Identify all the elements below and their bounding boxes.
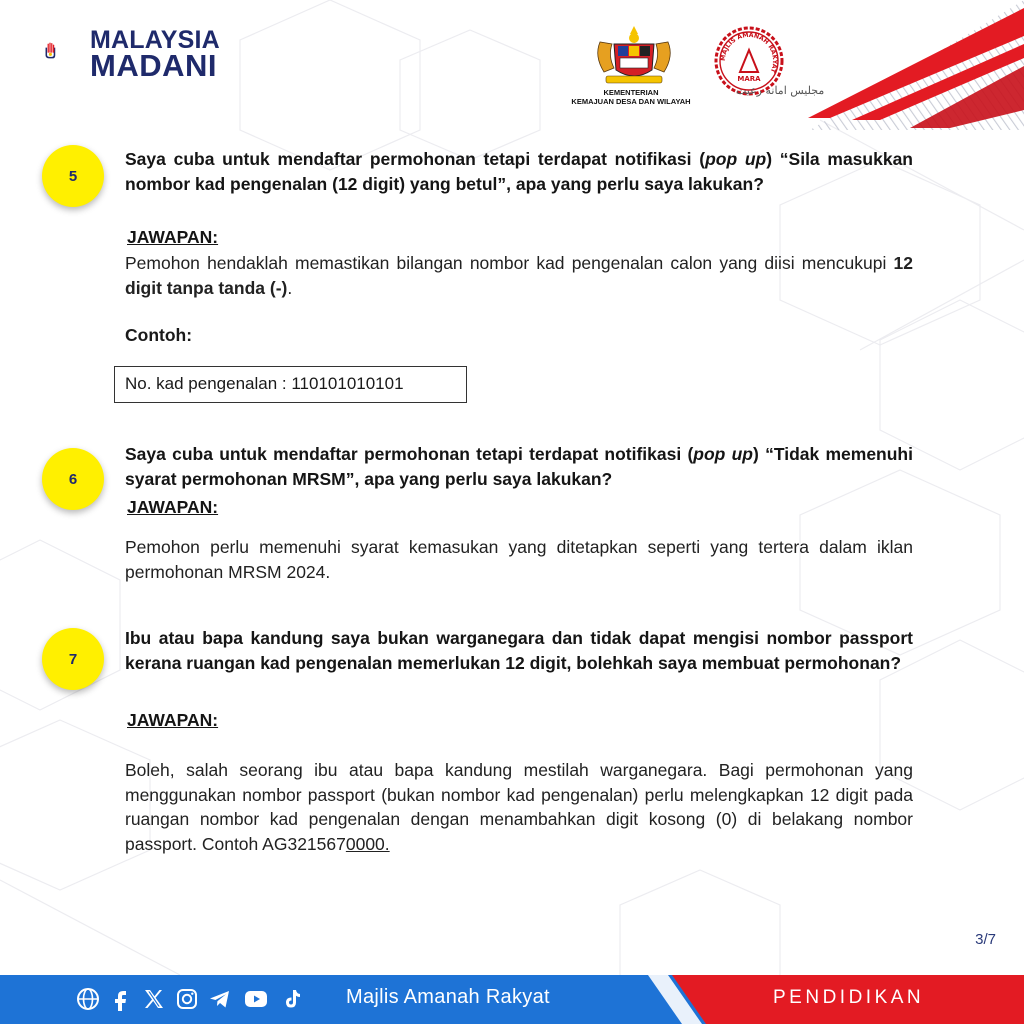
- instagram-icon[interactable]: [175, 987, 199, 1011]
- coat-of-arms-icon: [592, 24, 676, 86]
- footer-category: PENDIDIKAN: [773, 987, 925, 1008]
- question-number-badge: 6: [42, 448, 104, 510]
- facebook-icon[interactable]: [109, 987, 133, 1011]
- answer-7: Boleh, salah seorang ibu atau bapa kandung mestilah warganegara. Bagi permohonan yang menggunakan nombor passport (bukan nombor kad pengenalan) perlu melengkapkan 12 digit pada ruangan nombor kad pengenalan dengan menambahkan digit kosong (0) di belakang nombor passport. Contoh AG3215670000.: [125, 760, 913, 854]
- ministry-line-2: KEMAJUAN DESA DAN WILAYAH: [571, 97, 691, 106]
- page-number: 3/7: [975, 931, 996, 948]
- website-icon[interactable]: [76, 987, 100, 1011]
- question-6: Saya cuba untuk mendaftar permohonan tetapi terdapat notifikasi (pop up) “Tidak memenuhi syarat permohonan MRSM”, apa yang perlu saya lakukan?: [125, 444, 913, 489]
- brand-line-1: MALAYSIA: [90, 26, 220, 54]
- question-7: Ibu atau bapa kandung saya bukan warganegara dan tidak dapat mengisi nombor passport kerana ruangan kad pengenalan memerlukan 12 digit, bolehkah saya membuat permohonan?: [125, 628, 913, 673]
- mara-jawi-text: مجليس امانه رعيت: [736, 84, 825, 97]
- footer-bar: [0, 975, 1024, 1024]
- ministry-line-1: KEMENTERIAN: [603, 88, 659, 97]
- example-id-box: No. kad pengenalan : 110101010101: [114, 366, 467, 403]
- answer-label-5: JAWAPAN:: [127, 227, 219, 247]
- question-6-italic: pop up: [693, 444, 753, 464]
- example-label: Contoh:: [125, 325, 193, 345]
- telegram-icon[interactable]: [208, 987, 232, 1011]
- question-number-badge: 7: [42, 628, 104, 690]
- youtube-icon[interactable]: [241, 987, 271, 1011]
- ministry-name: [556, 88, 706, 106]
- x-icon[interactable]: [142, 987, 166, 1011]
- social-icons: [76, 987, 304, 1011]
- brand-line-2: MADANI: [90, 48, 217, 83]
- footer-organization-name: Majlis Amanah Rakyat: [346, 986, 550, 1008]
- question-5-italic: pop up: [705, 149, 767, 169]
- question-5: Saya cuba untuk mendaftar permohonan tetapi terdapat notifikasi (pop up) “Sila masukkan nombor kad pengenalan (12 digit) yang betul”, apa yang perlu saya lakukan?: [125, 149, 913, 194]
- mara-ring-text: MAJLIS AMANAH RAKYAT: [719, 31, 779, 74]
- answer-6: Pemohon perlu memenuhi syarat kemasukan yang ditetapkan seperti yang tertera dalam iklan permohonan MRSM 2024.: [125, 537, 913, 582]
- question-number-badge: 5: [42, 145, 104, 207]
- answer-7-underlined: 0000.: [345, 833, 390, 854]
- tiktok-icon[interactable]: [280, 987, 304, 1011]
- header-stripes: [790, 0, 1024, 130]
- mara-center-text: MARA: [737, 75, 761, 83]
- answer-label-6: JAWAPAN:: [127, 497, 219, 517]
- answer-5: Pemohon hendaklah memastikan bilangan nombor kad pengenalan calon yang diisi mencukupi 12 digit tanpa tanda (-).: [125, 253, 913, 298]
- answer-label-7: JAWAPAN:: [127, 710, 219, 730]
- answer-5-bold: 12 digit tanpa tanda (-): [125, 253, 913, 298]
